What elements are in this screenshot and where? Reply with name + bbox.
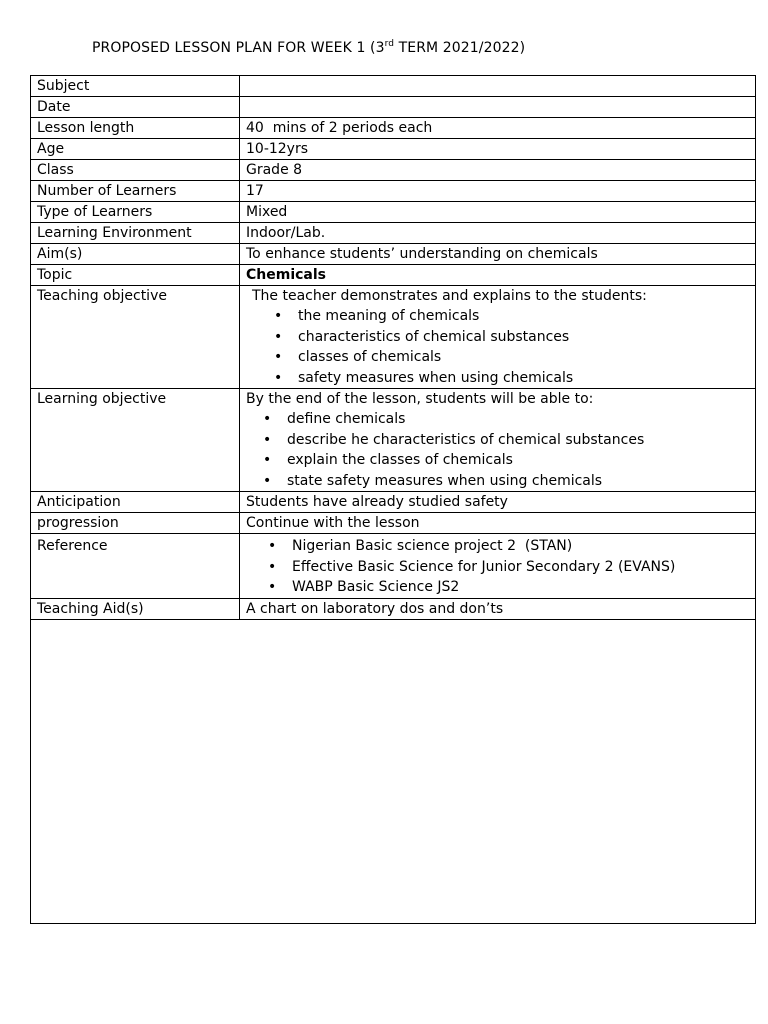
- row-learning-environment: [31, 223, 756, 244]
- list-item: • classes of chemicals: [298, 347, 755, 368]
- teaching-aids-value: A chart on laboratory dos and don’ts: [240, 598, 756, 619]
- title-superscript: rd: [384, 39, 395, 49]
- reference-label: Reference: [31, 534, 240, 599]
- row-anticipation: [31, 492, 756, 513]
- row-topic: [31, 265, 756, 286]
- anticipation-value: Students have already studied safety: [240, 492, 756, 513]
- reference-value: [240, 534, 756, 599]
- teaching-objective-value: [240, 286, 756, 389]
- type-of-learners-label: Type of Learners: [31, 202, 240, 223]
- age-label: Age: [31, 139, 240, 160]
- subject-value: [240, 76, 756, 97]
- row-teaching-aids: [31, 598, 756, 619]
- learning-objective-label: Learning objective: [31, 389, 240, 492]
- list-item: • safety measures when using chemicals: [298, 368, 755, 389]
- lesson-plan-table: [30, 75, 756, 924]
- learning-objective-value: [240, 389, 756, 492]
- teaching-objective-list: [252, 306, 755, 388]
- list-item: • define chemicals: [287, 409, 755, 430]
- row-number-of-learners: [31, 181, 756, 202]
- list-item: • explain the classes of chemicals: [287, 450, 755, 471]
- progression-value: Continue with the lesson: [240, 513, 756, 534]
- title-suffix: TERM 2021/2022): [394, 40, 526, 56]
- row-teaching-objective: [31, 286, 756, 389]
- number-of-learners-value: 17: [240, 181, 756, 202]
- list-item: • the meaning of chemicals: [298, 306, 755, 327]
- age-value: 10-12yrs: [240, 139, 756, 160]
- row-date: [31, 97, 756, 118]
- number-of-learners-label: Number of Learners: [31, 181, 240, 202]
- title-prefix: PROPOSED LESSON PLAN FOR WEEK 1 (3: [92, 40, 385, 56]
- learning-objective-intro: By the end of the lesson, students will be able to:: [246, 391, 594, 407]
- row-reference: [31, 534, 756, 599]
- lesson-length-value: 40 mins of 2 periods each: [240, 118, 756, 139]
- list-item: • describe he characteristics of chemical substances: [287, 430, 755, 451]
- teaching-objective-intro: The teacher demonstrates and explains to the students:: [252, 288, 647, 304]
- row-age: [31, 139, 756, 160]
- aims-value: To enhance students’ understanding on chemicals: [240, 244, 756, 265]
- anticipation-label: Anticipation: [31, 492, 240, 513]
- class-label: Class: [31, 160, 240, 181]
- learning-environment-label: Learning Environment: [31, 223, 240, 244]
- list-item: • Nigerian Basic science project 2 (STAN): [292, 536, 755, 557]
- subject-label: Subject: [31, 76, 240, 97]
- teaching-objective-label: Teaching objective: [31, 286, 240, 389]
- topic-label: Topic: [31, 265, 240, 286]
- progression-label: progression: [31, 513, 240, 534]
- page-title: [92, 39, 525, 56]
- blank-notes-cell: [31, 619, 756, 923]
- date-label: Date: [31, 97, 240, 118]
- list-item: • state safety measures when using chemicals: [287, 471, 755, 492]
- date-value: [240, 97, 756, 118]
- row-subject: [31, 76, 756, 97]
- list-item: • Effective Basic Science for Junior Secondary 2 (EVANS): [292, 557, 755, 578]
- blank-notes-row: [31, 619, 756, 923]
- list-item: • WABP Basic Science JS2: [292, 577, 755, 598]
- class-value: Grade 8: [240, 160, 756, 181]
- aims-label: Aim(s): [31, 244, 240, 265]
- row-type-of-learners: [31, 202, 756, 223]
- row-aims: [31, 244, 756, 265]
- learning-objective-list: [246, 409, 755, 491]
- row-learning-objective: [31, 389, 756, 492]
- teaching-aids-label: Teaching Aid(s): [31, 598, 240, 619]
- row-lesson-length: [31, 118, 756, 139]
- row-class: [31, 160, 756, 181]
- lesson-length-label: Lesson length: [31, 118, 240, 139]
- learning-environment-value: Indoor/Lab.: [240, 223, 756, 244]
- topic-value: Chemicals: [240, 265, 756, 286]
- row-progression: [31, 513, 756, 534]
- type-of-learners-value: Mixed: [240, 202, 756, 223]
- reference-list: [246, 536, 755, 598]
- list-item: • characteristics of chemical substances: [298, 327, 755, 348]
